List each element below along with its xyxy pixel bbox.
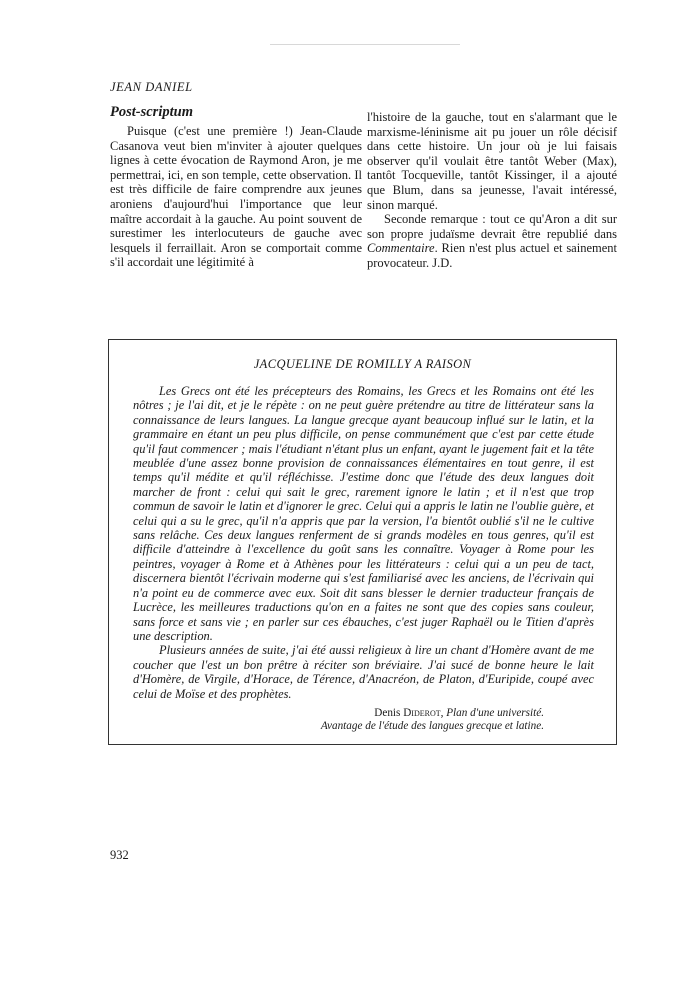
left-column (110, 124, 362, 270)
journal-name: Commentaire (367, 241, 435, 256)
right-paragraph-continued: l'histoire de la gauche, tout en s'alarmant que le marxisme-léninisme ait pu jouer un rôle décisif dans cette histoire. Un jour où je lui faisais observer qu'il voulait être tantôt Weber (Max), tantôt Tocqueville, tantôt Kissinger, il a ajouté que Blum, dans sa jeunesse, l'avait intéressé, sinon marqué. (367, 110, 617, 212)
quote-paragraph-2: Plusieurs années de suite, j'ai été aussi religieux à lire un chant d'Homère avant de me coucher que l'est un bon prêtre à réciter son bréviaire. J'ai sucé de bonne heure le lait d'Homère, de Virgile, d'Horace, de Térence, d'Anacréon, de Platon, d'Euripide, coupé avec celui de Moïse et des prophètes. (133, 643, 594, 701)
box-title: JACQUELINE DE ROMILLY A RAISON (253, 357, 472, 371)
right-column (367, 110, 617, 271)
signature-line (123, 707, 544, 721)
quote-signature (123, 707, 602, 734)
right-paragraph-second (367, 212, 617, 270)
section-title: Post-scriptum (110, 104, 193, 120)
signature-subtitle: Avantage de l'étude des langues grecque et latine. (320, 720, 544, 733)
quote-paragraph-1: Les Grecs ont été les précepteurs des Romains, les Grecs et les Romains ont été les nôtres ; je l'ai dit, et je le répète : on ne peut guère prétendre au titre de littérateur sans la connaissance de leurs langues. La langue grecque ayant beaucoup influé sur le latin, et la grammaire en étant un peu plus difficile, on pense communément que c'est par cette étude qu'il faut commencer ; mais l'étudiant n'étant plus un enfant, ayant le jugement fait et la tête meublée d'une assez bonne provision de connaissances élémentaires en tout genre, il est temps qu'il médite et qu'il réfléchisse. J'estime donc que l'étude des deux langues doit marcher de front : celui qui sait le grec, rarement ignore le latin ; et il n'est que trop commun de savoir le latin et d'ignorer le grec. Celui qui a appris le latin ne l'oublie guère, et celui qui a su le grec, qu'il n'a appris que par la version, l'a bientôt oublié s'il ne le cultive sans relâche. Ces deux langues renferment de si grands modèles en tous genres, qu'il est difficile d'atteindre à l'excellence du goût sans les connaître. Voyager à Rome pour les peintres, voyager à Rome et à Athènes pour les littérateurs : celui qui a un peu de tact, discernera bientôt l'écrivain moderne qui s'est familiarisé avec les anciens, de l'écrivain qui n'a point eu de commerce avec eux. Soit dit sans blesser le dernier traducteur français de Lucrèce, les meilleures traductions qu'on en a faites ne sont que des copies sans couleur, sans force et sans vie ; en parler sur ces ébauches, c'est juger Raphaël ou le Titien d'après une description. (133, 384, 594, 643)
author-name: JEAN DANIEL (110, 80, 193, 94)
second-remark-end: . Rien n'est plus actuel et sainement provocateur. J.D. (367, 241, 617, 270)
quote-box (108, 339, 617, 745)
second-remark-start: Seconde remarque : tout ce qu'Aron a dit sur son propre judaïsme devrait être republié dans (367, 212, 617, 241)
top-rule (270, 44, 460, 45)
left-paragraph: Puisque (c'est une première !) Jean-Claude Casanova veut bien m'inviter à ajouter quelques lignes à cette évocation de Raymond Aron, je me permettrai, ici, en son temple, cette observation. Il est très difficile de faire comprendre aux jeunes aroniens d'aujourd'hui l'importance que leur maître accordait à la gauche. Au point souvent de surestimer les interlocuteurs de gauche avec lesquels il ferraillait. Aron se comportait comme s'il accordait une légitimité à (110, 124, 362, 270)
quote-text (123, 384, 602, 701)
signature-work: , Plan d'une université. (440, 706, 544, 719)
page-number: 932 (110, 848, 129, 862)
signature-first-name: Denis (374, 706, 404, 719)
signature-last-name: Diderot (403, 706, 441, 719)
